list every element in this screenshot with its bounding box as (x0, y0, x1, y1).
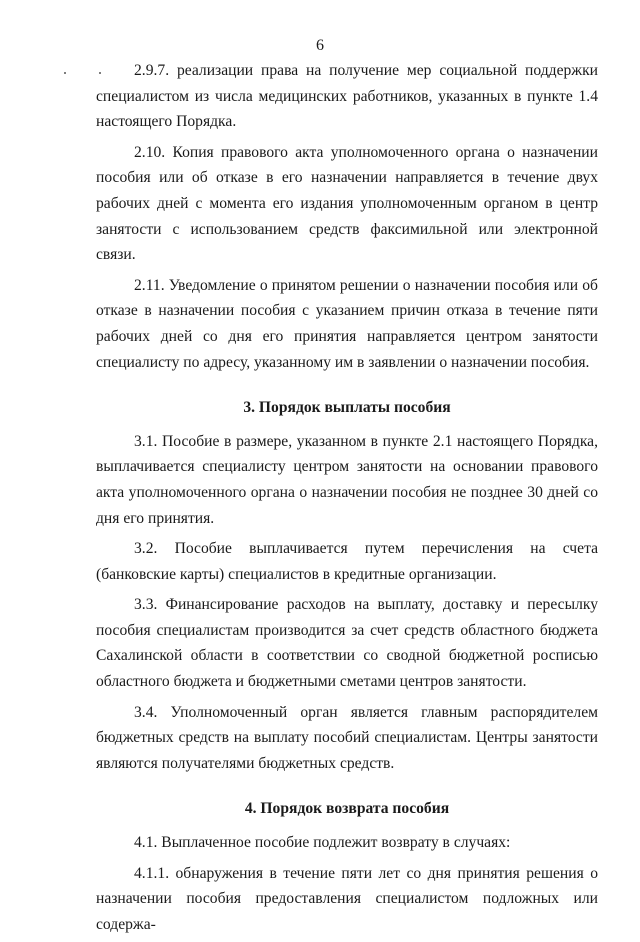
document-body (96, 58, 598, 942)
paragraph: 2.9.7. реализации права на получение мер социальной поддержки специалистом из числа медицинских работников, указанных в пункте 1.4 настоящего Порядка. (96, 62, 598, 131)
paragraph: 3.3. Финансирование расходов на выплату, доставку и пересылку пособия специалистам производится за счет средств областного бюджета Сахалинской области в соответствии со сводной бюджетной росписью областного бюджета и бюджетными сметами центров занятости. (96, 596, 598, 691)
paragraph: 3.2. Пособие выплачивается путем перечисления на счета (банковские карты) специалистов в кредитные организации. (96, 540, 598, 583)
paragraph: 2.11. Уведомление о принятом решении о назначении пособия или об отказе в назначении пособия с указанием причин отказа в течение пяти рабочих дней со дня его принятия направляется центром занятости специалисту по адресу, указанному им в заявлении о назначении пособия. (96, 276, 598, 371)
paragraph: 3.1. Пособие в размере, указанном в пункте 2.1 настоящего Порядка, выплачивается специалисту центром занятости на основании правового акта уполномоченного органа о назначении пособия не позднее 30 дней со дня его принятия. (96, 432, 598, 527)
section-heading: 3. Порядок выплаты пособия (243, 399, 451, 417)
paragraph: 3.4. Уполномоченный орган является главным распорядителем бюджетных средств на выплату пособий специалистам. Центры занятости являются получателями бюджетных средств. (96, 703, 598, 772)
paragraph: 4.1. Выплаченное пособие подлежит возврату в случаях: (134, 834, 511, 852)
scan-speck (64, 72, 66, 74)
paragraph: 2.10. Копия правового акта уполномоченного органа о назначении пособия или об отказе в его назначении направляется в течение двух рабочих дней с момента его издания уполномоченным органом в центр занятости с использованием средств факсимильной или электронной связи. (96, 143, 598, 264)
paragraph: 4.1.1. обнаружения в течение пяти лет со дня принятия решения о назначении пособия предоставления специалистом подложных или содержа- (96, 864, 598, 933)
section-heading: 4. Порядок возврата пособия (244, 800, 450, 818)
page-number: 6 (316, 37, 324, 54)
